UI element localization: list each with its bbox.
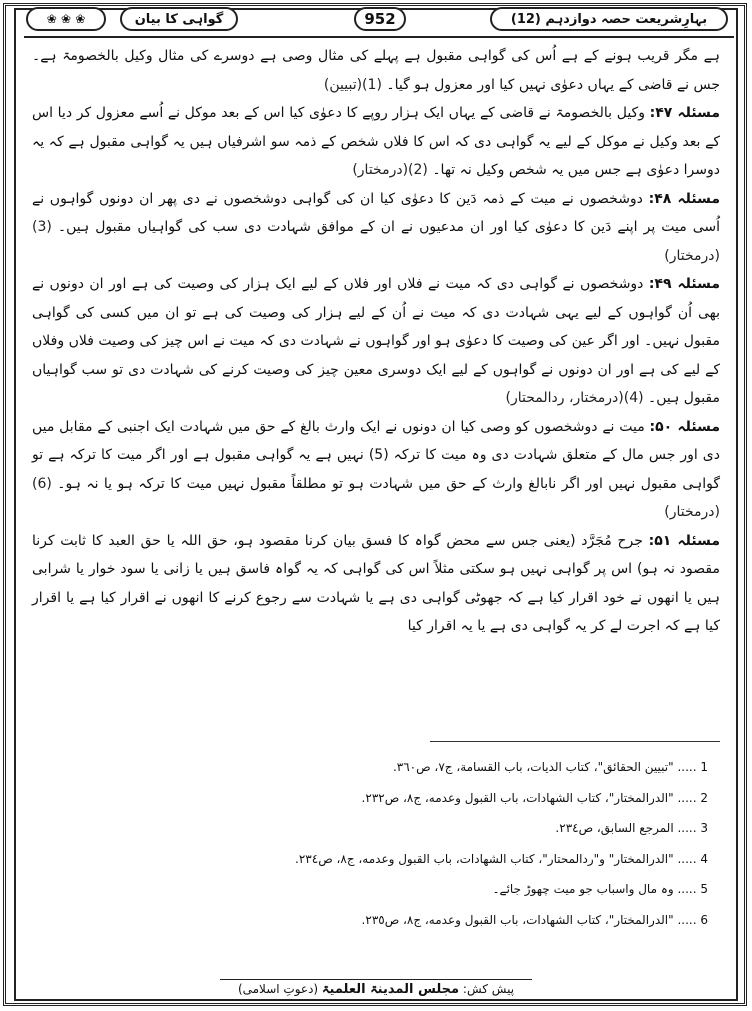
footnote: 4 ..... "الدرالمختار" و"ردالمحتار"، كتاب الشهادات، باب القبول وعدمه، ج٨، ص٢٣٤. (295, 851, 708, 866)
paragraph-text: ہے مگر قریب ہونے کے ہے اُس کی گواہی مقبول ہے پہلے کی مثال وصی ہے دوسرے کی مثال وکیل بالخصومۃ ہے۔ جس نے قاضی کے یہاں دعوٰی نہیں کیا اور معزول ہو گیا۔ (32, 48, 720, 93)
footnote: 5 ..... وہ مال واسباب جو میت چھوڑ جائے۔ (492, 882, 708, 896)
publisher-name: مجلس المدینۃ العلمیۃ (321, 982, 460, 997)
footer-prefix: پیش کش: (462, 982, 515, 996)
masala-label: مسئلہ ۵۱: (648, 532, 721, 549)
publisher-credit (220, 979, 532, 999)
footnotes (32, 752, 720, 935)
footnote-separator (430, 741, 720, 742)
paragraph-text: وکیل بالخصومۃ نے قاضی کے یہاں ایک ہزار روپے کا دعوٰی کیا اس کے بعد موکل نے اُسے معزول کر دیا اس کے بعد وکیل نے موکل کے لیے یہ گواہی دی کہ اس کا فلاں شخص کے ذمہ سو اشرفیاں ہیں یہ گواہی مقبول ہے کہ یہ دوسرا دعوٰی ہے جس میں یہ شخص وکیل نہ تھا۔ (32, 105, 720, 178)
masala-label: مسئلہ ۵۰: (649, 418, 721, 435)
paragraph (32, 42, 720, 99)
paragraph-text: میت نے دوشخصوں کو وصی کیا ان دونوں نے ایک وارث بالغ کے حق میں شہادت ایک اجنبی کے مقابل میں دی اور جس مال کے متعلق شہادت دی وہ میت کا ترکہ (5) نہیں ہے یہ گواہی مقبول ہے اور اگر میت کا ترکہ ہے تو گواہی مقبول نہیں اور اگر نابالغ وارث کے حق میں شہادت ہو تو مطلقاً مقبول نہیں میت کا ترکہ ہو یا نہ ہو۔ (32, 418, 721, 492)
paragraph (32, 185, 720, 271)
masala-label: مسئلہ ۴۸: (648, 190, 721, 207)
footnote: 1 ..... "تبيين الحقائق"، كتاب الديات، باب القسامة، ج٧، ص٣٦٠. (392, 760, 708, 774)
paragraph (32, 99, 720, 185)
reference: (3)(درمختار) (32, 219, 720, 264)
footnote: 2 ..... "الدرالمختار"، كتاب الشهادات، باب القبول وعدمه، ج٨، ص٢٣٢. (361, 790, 708, 805)
reference: (1)(تبیین) (323, 76, 382, 93)
paragraph-text: دوشخصوں نے گواہی دی کہ میت نے فلاں اور فلاں کے لیے ایک ہزار کی وصیت کی ہے اور ان دونوں نے بھی اُن گواہوں کے لیے یہی شہادت دی کہ میت نے اُن کے لیے ہزار کی وصیت کی ہے تو ان میں کسی کی گواہی مقبول نہیں۔ اور اگر عین کی وصیت کا دعوٰی ہو اور گواہوں نے شہادت دی کہ میت نے اس چیز کی وصیت فلاں وفلاں کے لیے کی ہے اور ان دونوں نے گواہوں کے لیے ایک دوسری معین چیز کی وصیت کرنے کی شہادت دی تو سب گواہیاں مقبول ہیں۔ (32, 276, 720, 406)
footnote: 3 ..... المرجع السابق، ص٢٣٤. (555, 821, 708, 835)
page-footer (0, 978, 752, 999)
page-header (24, 6, 728, 34)
reference: (4)(درمختار، ردالمحتار) (505, 390, 644, 406)
masala-label: مسئلہ ۴۷: (649, 105, 721, 121)
paragraph-text: دوشخصوں نے میت کے ذمہ دَین کا دعوٰی کیا ان کی گواہی دوشخصوں نے دی پھر ان دونوں گواہوں نے اُسی میت پر اپنے دَین کا دعوٰی کیا اور ان مدعیوں نے ان کے موافق شہادت دی سب کی گواہیاں مقبول ہیں۔ (32, 190, 721, 235)
header-ornament: ❀ ❀ ❀ (26, 7, 106, 31)
paragraph (32, 527, 720, 641)
main-text (32, 42, 720, 641)
reference: (6)(درمختار) (32, 475, 720, 520)
header-book-title: بہارِشریعت حصہ دوازدہم (12) (490, 7, 728, 31)
footnote: 6 ..... "الدرالمختار"، كتاب الشهادات، باب القبول وعدمه، ج٨، ص٢٣٥. (361, 912, 708, 927)
paragraph-text: جرح مُجَرَّد (یعنی جس سے محض گواہ کا فسق بیان کرنا مقصود ہو، حق اللہ یا حق العبد کا ثابت کرنا مقصود نہ ہو) اس پر گواہی نہیں ہو سکتی مثلاً اس کی گواہی کہ یہ گواہ فاسق ہیں یا زانی یا سود خوار یا شرابی ہیں یا انھوں نے خود اقرار کیا ہے کہ جھوٹی گواہی دی ہے یا شہادت سے رجوع کرنے کا انھوں نے اقرار کیا ہے یا اقرار کیا ہے کہ اجرت لے کر یہ گواہی دی ہے یا یہ اقرار کیا (32, 532, 720, 634)
page-number: 952 (354, 7, 406, 31)
paragraph (32, 270, 720, 413)
masala-label: مسئلہ ۴۹: (648, 276, 720, 292)
reference: (2)(درمختار) (352, 162, 428, 178)
header-divider (24, 36, 734, 38)
paragraph (32, 413, 720, 527)
header-chapter-title: گواہی کا بیان (120, 7, 238, 31)
footer-suffix: (دعوتِ اسلامی) (237, 982, 319, 996)
